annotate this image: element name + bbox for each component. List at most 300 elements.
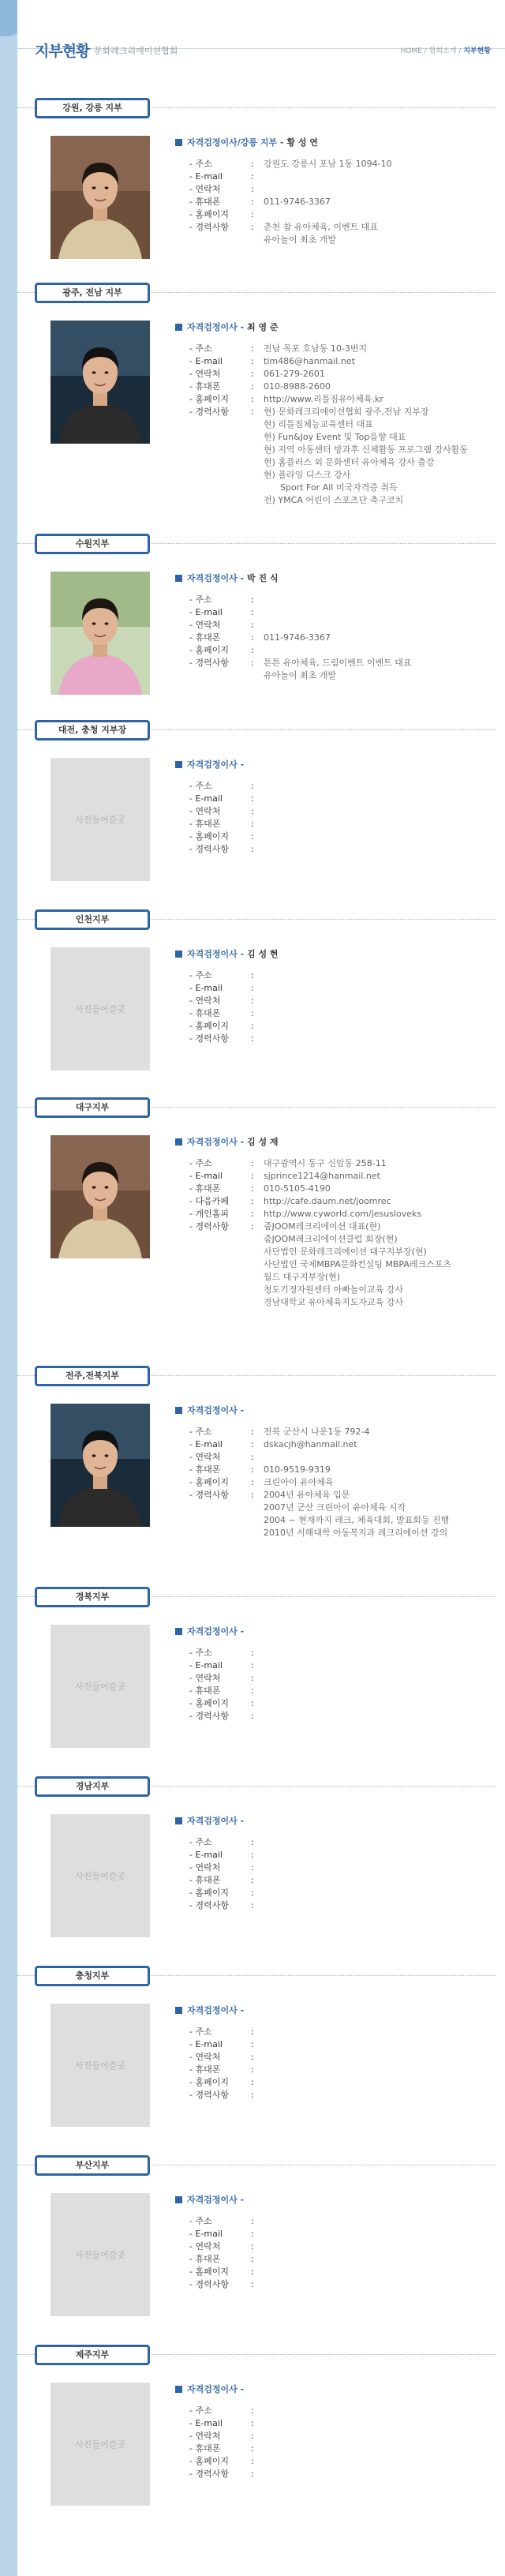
info-row-mobile [189, 2253, 505, 2266]
square-bullet-icon [175, 1407, 182, 1414]
director-title-line [175, 1625, 505, 1639]
field-label: - 경력사항 [189, 222, 229, 232]
field-colon: : [251, 2216, 254, 2226]
info-row-address [189, 1157, 505, 1170]
field-label: - 다음카페 [189, 1196, 229, 1206]
field-colon: : [251, 1648, 254, 1658]
director-title-line [175, 321, 505, 335]
info-row-address [189, 2026, 505, 2038]
field-value-career: 현) 문화레크리에이션협회 광주,전남 지부장 현) 리틀짐체능교육센터 대표 현) Fun&Joy Event 및 Top음향 대표 현) 지역 아동센터 방과후 신체활동 프로그램 강사활동 현) 홈플러스 외 문화센터 유아체육 강사 출강 현) 플라잉 디스크 강사 Sport For All 미국자격증 취득 전) YMCA 어린이 스포츠단 축구코치 [264, 407, 469, 505]
director-title-line [175, 2004, 505, 2018]
info-fields [189, 2405, 505, 2480]
field-colon: : [251, 184, 254, 194]
field-value-homepage[interactable]: http://www.리틀짐유아체육.kr [264, 394, 383, 404]
photo-placeholder [50, 758, 150, 881]
field-colon: : [251, 658, 254, 668]
info-row-career [189, 843, 505, 856]
field-label: - 휴대폰 [189, 632, 221, 643]
info-fields [189, 594, 505, 682]
branch-section-gyeongbuk [17, 1587, 505, 1721]
field-colon: : [251, 1464, 254, 1475]
field-value-mobile: 011-9746-3367 [264, 197, 331, 207]
photo-placeholder-text: 사진들어갈곳 [75, 1682, 125, 1692]
field-label: - 경력사항 [189, 844, 229, 854]
director-title-line [175, 758, 505, 772]
branch-photo [50, 1404, 150, 1527]
field-colon: : [251, 793, 254, 804]
info-row-email [189, 1438, 505, 1451]
info-row-personal [189, 1208, 505, 1221]
info-row-mobile [189, 2064, 505, 2076]
info-fields [189, 1426, 505, 1539]
field-label: - 휴대폰 [189, 1008, 221, 1018]
field-label: - 경력사항 [189, 2279, 229, 2289]
branch-section-jeju [17, 2345, 505, 2479]
info-row-address [189, 1647, 505, 1659]
field-value-address: 전북 군산시 나운1동 792-4 [264, 1427, 370, 1437]
director-title-line [175, 1814, 505, 1828]
section-header [17, 98, 505, 118]
info-row-phone [189, 619, 505, 632]
photo-placeholder [50, 947, 150, 1071]
branch-tab: 경남지부 [35, 1776, 150, 1797]
field-colon: : [251, 2090, 254, 2100]
branch-photo [50, 1135, 150, 1258]
square-bullet-icon [175, 951, 182, 958]
branch-section-suwon [17, 534, 505, 681]
field-colon: : [251, 2267, 254, 2277]
director-name: 최 영 준 [247, 322, 279, 332]
field-colon: : [251, 407, 254, 417]
field-colon: : [251, 2241, 254, 2252]
field-value-email[interactable]: sjprince1214@hanmail.net [264, 1171, 380, 1181]
section-header [17, 1587, 505, 1607]
field-label: - 주소 [189, 781, 212, 791]
director-title-line [175, 2383, 505, 2397]
field-label: - 주소 [189, 970, 212, 981]
field-label: - 홈페이지 [189, 2267, 229, 2277]
info-row-address [189, 158, 505, 171]
photo-placeholder-text: 사진들어갈곳 [75, 1871, 125, 1881]
field-label: - 주소 [189, 1837, 212, 1847]
info-fields [189, 780, 505, 856]
field-colon: : [251, 343, 254, 354]
field-label: - 연락처 [189, 369, 221, 379]
field-label: - 연락처 [189, 2241, 221, 2252]
field-value-email[interactable]: tim486@hanmail.net [264, 356, 355, 366]
field-colon: : [251, 632, 254, 643]
page-title: 지부현황 [35, 43, 90, 60]
field-colon: : [251, 2279, 254, 2289]
field-colon: : [251, 819, 254, 829]
field-colon: : [251, 381, 254, 392]
field-colon: : [251, 2039, 254, 2049]
field-colon: : [251, 2431, 254, 2441]
field-colon: : [251, 844, 254, 854]
info-row-homepage [189, 1887, 505, 1899]
field-value-career: 튼튼 유아체육, 드림이벤트 이벤트 대표 유아놀이 최초 개발 [264, 658, 412, 681]
field-label: - 주소 [189, 2405, 212, 2416]
branch-tab: 전주,전북지부 [35, 1366, 150, 1386]
portrait-photo [50, 321, 150, 444]
field-colon: : [251, 1837, 254, 1847]
info-row-mobile [189, 1464, 505, 1476]
info-row-address [189, 1836, 505, 1849]
field-label: - 휴대폰 [189, 819, 221, 829]
field-colon: : [251, 1888, 254, 1898]
field-colon: : [251, 781, 254, 791]
field-label: - 홈페이지 [189, 394, 229, 404]
field-label: - 휴대폰 [189, 1183, 221, 1194]
info-row-mobile [189, 196, 505, 208]
branch-section-chungcheong [17, 1966, 505, 2100]
section-header [17, 1966, 505, 1986]
field-label: - 연락처 [189, 1862, 221, 1873]
info-fields [189, 969, 505, 1045]
field-colon: : [251, 983, 254, 993]
field-label: - 휴대폰 [189, 197, 221, 207]
director-name: 김 성 현 [247, 949, 279, 959]
info-row-homepage [189, 393, 505, 406]
field-colon: : [251, 1490, 254, 1500]
field-label: - 주소 [189, 159, 212, 169]
photo-placeholder-text: 사진들어갈곳 [75, 2439, 125, 2450]
field-colon: : [251, 1862, 254, 1873]
info-row-email [189, 793, 505, 805]
branch-tab: 대구지부 [35, 1097, 150, 1118]
field-colon: : [251, 2027, 254, 2037]
field-label: - 연락처 [189, 1452, 221, 1462]
field-label: - 주소 [189, 594, 212, 605]
branch-info [175, 2383, 505, 2480]
info-row-mobile [189, 2443, 505, 2455]
field-colon: : [251, 806, 254, 816]
field-colon: : [251, 1673, 254, 1683]
branch-section-gyeongnam [17, 1776, 505, 1910]
field-value-mobile: 010-9519-9319 [264, 1464, 331, 1475]
field-colon: : [251, 1477, 254, 1487]
field-label: - E-mail [189, 1660, 223, 1670]
field-label: - 홈페이지 [189, 1021, 229, 1031]
branch-tab: 제주지부 [35, 2345, 150, 2365]
field-label: - E-mail [189, 607, 223, 617]
branch-tab: 충청지부 [35, 1966, 150, 1986]
field-label: - E-mail [189, 356, 223, 366]
info-row-homepage [189, 1476, 505, 1489]
info-row-mobile [189, 818, 505, 831]
field-value-cafe[interactable]: http://cafe.daum.net/joomrec [264, 1196, 391, 1206]
info-row-phone [189, 2240, 505, 2253]
field-label: - 경력사항 [189, 2469, 229, 2479]
info-fields [189, 343, 505, 507]
field-value-address: 대구광역시 동구 신암동 258-11 [264, 1158, 387, 1168]
breadcrumb-about[interactable]: 협회소개 [428, 47, 457, 55]
field-value-career: 줌JOOM레크리에이션 대표(현) 줌JOOM레크리에이션클럽 회장(현) 사단법인 문화레크리에이션 대구지부장(현) 사단법인 국제MBPA문화컨설팅 MBPA레크스포츠 월드 대구지부장(현) 청도기정자원센터 아빠놀이교육 강사 경남대학교 유아체육지도자교육 강사 [264, 1221, 451, 1307]
field-label: - 연락처 [189, 2052, 221, 2062]
field-label: - 연락처 [189, 806, 221, 816]
info-row-career [189, 2089, 505, 2102]
info-row-email [189, 1659, 505, 1672]
director-role: 자격검정이사 - [187, 1405, 245, 1415]
portrait-photo [50, 1404, 150, 1527]
branch-info [175, 2004, 505, 2102]
branch-info [175, 947, 505, 1045]
field-label: - E-mail [189, 2418, 223, 2428]
field-label: - 개인홈피 [189, 1209, 229, 1219]
field-colon: : [251, 1183, 254, 1194]
info-row-email [189, 1849, 505, 1862]
section-header [17, 534, 505, 554]
breadcrumb-current: 지부현황 [463, 47, 491, 55]
branch-info [175, 758, 505, 856]
info-row-phone [189, 183, 505, 196]
portrait-photo [50, 1135, 150, 1258]
director-title-line [175, 1135, 505, 1149]
field-colon: : [251, 2254, 254, 2264]
info-row-mobile [189, 1874, 505, 1887]
branch-section-busan [17, 2155, 505, 2289]
field-label: - 연락처 [189, 996, 221, 1006]
info-fields [189, 2026, 505, 2102]
info-row-address [189, 343, 505, 355]
branch-section-daejeon [17, 720, 505, 854]
page-subtitle: 문화레크리에이션협회 [94, 46, 178, 56]
field-label: - 주소 [189, 2216, 212, 2226]
portrait-photo [50, 572, 150, 695]
branch-photo [50, 321, 150, 444]
field-colon: : [251, 1021, 254, 1031]
director-role: 자격검정이사 - [187, 573, 245, 583]
info-row-email [189, 2417, 505, 2430]
info-row-email [189, 171, 505, 183]
field-colon: : [251, 1439, 254, 1449]
section-header [17, 2155, 505, 2176]
field-colon: : [251, 1660, 254, 1670]
field-colon: : [251, 2456, 254, 2466]
info-row-phone [189, 1862, 505, 1874]
info-row-mobile [189, 1183, 505, 1195]
square-bullet-icon [175, 761, 182, 768]
director-role: 자격검정이사 - [187, 1137, 245, 1147]
director-title-line [175, 136, 505, 150]
field-label: - 경력사항 [189, 1900, 229, 1910]
photo-placeholder-text: 사진들어갈곳 [75, 815, 125, 825]
field-colon: : [251, 209, 254, 219]
field-colon: : [251, 1158, 254, 1168]
info-row-email [189, 2038, 505, 2051]
field-colon: : [251, 2405, 254, 2416]
info-row-phone [189, 2051, 505, 2064]
info-row-email [189, 1170, 505, 1183]
field-label: - E-mail [189, 793, 223, 804]
field-value-address: 강원도 강릉시 포남 1동 1094-10 [264, 159, 392, 169]
field-colon: : [251, 2052, 254, 2062]
info-row-phone [189, 995, 505, 1007]
field-label: - 주소 [189, 2027, 212, 2037]
field-colon: : [251, 1850, 254, 1860]
breadcrumb-separator: / [456, 47, 464, 55]
field-colon: : [251, 2077, 254, 2087]
info-row-homepage [189, 1697, 505, 1710]
field-colon: : [251, 394, 254, 404]
field-colon: : [251, 1221, 254, 1232]
field-label: - E-mail [189, 1850, 223, 1860]
field-colon: : [251, 970, 254, 981]
field-label: - 휴대폰 [189, 2254, 221, 2264]
square-bullet-icon [175, 139, 182, 146]
director-title-line [175, 1404, 505, 1418]
info-row-address [189, 2215, 505, 2228]
photo-placeholder [50, 1625, 150, 1748]
field-value-homepage[interactable]: 크린아이 유아체육 [264, 1477, 334, 1487]
director-role: 자격검정이사 - [187, 949, 245, 959]
info-row-homepage [189, 831, 505, 843]
field-label: - 경력사항 [189, 1711, 229, 1721]
section-header [17, 2345, 505, 2365]
square-bullet-icon [175, 324, 182, 331]
breadcrumb-home[interactable]: HOME [400, 47, 422, 55]
info-row-address [189, 1426, 505, 1438]
info-row-career [189, 1033, 505, 1045]
square-bullet-icon [175, 1628, 182, 1635]
info-row-career [189, 1710, 505, 1723]
portrait-photo [50, 136, 150, 259]
field-colon: : [251, 1033, 254, 1044]
field-value-mobile: 010-5105-4190 [264, 1183, 331, 1194]
field-colon: : [251, 159, 254, 169]
field-label: - 휴대폰 [189, 1875, 221, 1885]
field-label: - E-mail [189, 1439, 223, 1449]
info-row-homepage [189, 644, 505, 657]
square-bullet-icon [175, 575, 182, 582]
field-colon: : [251, 1685, 254, 1696]
field-colon: : [251, 1008, 254, 1018]
field-colon: : [251, 996, 254, 1006]
info-row-career [189, 406, 505, 507]
branch-section-jeonju [17, 1366, 505, 1538]
info-row-mobile [189, 1007, 505, 1020]
info-row-career [189, 657, 505, 682]
field-label: - 홈페이지 [189, 209, 229, 219]
field-value-personal[interactable]: http://www.cyworld.com/jesusloveks [264, 1209, 422, 1219]
content-area [17, 0, 505, 2576]
branch-info [175, 1135, 505, 1309]
field-label: - E-mail [189, 2229, 223, 2239]
field-label: - 경력사항 [189, 1490, 229, 1500]
info-row-address [189, 780, 505, 793]
director-name: 김 성 재 [247, 1137, 279, 1147]
field-colon: : [251, 222, 254, 232]
field-value-address: 전남 목포 호남동 10-3번지 [264, 343, 368, 354]
field-label: - 연락처 [189, 620, 221, 630]
info-row-phone [189, 2430, 505, 2443]
branch-tab: 경북지부 [35, 1587, 150, 1607]
info-row-homepage [189, 2076, 505, 2089]
director-title-line [175, 572, 505, 586]
branch-info [175, 1814, 505, 1912]
info-row-cafe [189, 1195, 505, 1208]
field-label: - 주소 [189, 1648, 212, 1658]
section-header [17, 1776, 505, 1797]
field-label: - 경력사항 [189, 1221, 229, 1232]
section-header [17, 283, 505, 303]
branch-photo [50, 136, 150, 259]
photo-placeholder-text: 사진들어갈곳 [75, 2250, 125, 2260]
info-row-phone [189, 368, 505, 381]
branch-photo [50, 572, 150, 695]
info-fields [189, 2215, 505, 2291]
director-role: 자격검정이사 - [187, 2005, 245, 2015]
photo-placeholder [50, 2004, 150, 2127]
field-value-mobile: 010-8988-2600 [264, 381, 331, 392]
field-colon: : [251, 356, 254, 366]
field-label: - 홈페이지 [189, 2456, 229, 2466]
field-colon: : [251, 594, 254, 605]
field-colon: : [251, 2229, 254, 2239]
field-colon: : [251, 2064, 254, 2075]
director-title-line [175, 947, 505, 962]
info-row-homepage [189, 2455, 505, 2468]
square-bullet-icon [175, 2196, 182, 2203]
info-row-email [189, 355, 505, 368]
field-value-email[interactable]: dskacjh@hanmail.net [264, 1439, 357, 1449]
branch-tab: 대전, 충청 지부장 [35, 720, 150, 741]
section-header [17, 1366, 505, 1386]
director-role: 자격검정이사/강릉 지부 - [187, 137, 284, 148]
field-label: - 휴대폰 [189, 1464, 221, 1475]
field-label: - 홈페이지 [189, 1698, 229, 1708]
branch-info [175, 1625, 505, 1723]
field-colon: : [251, 1711, 254, 1721]
field-label: - 홈페이지 [189, 645, 229, 655]
branch-section-daegu [17, 1097, 505, 1307]
branch-info [175, 2193, 505, 2291]
field-colon: : [251, 607, 254, 617]
photo-placeholder-text: 사진들어갈곳 [75, 2060, 125, 2071]
breadcrumb-separator: / [421, 47, 429, 55]
field-label: - 홈페이지 [189, 831, 229, 842]
field-label: - E-mail [189, 2039, 223, 2049]
branch-info [175, 321, 505, 507]
field-label: - 휴대폰 [189, 2064, 221, 2075]
info-row-mobile [189, 1685, 505, 1697]
info-row-phone [189, 1451, 505, 1464]
field-colon: : [251, 1452, 254, 1462]
field-colon: : [251, 2469, 254, 2479]
branch-info [175, 136, 505, 246]
info-row-email [189, 982, 505, 995]
field-colon: : [251, 1171, 254, 1181]
info-row-homepage [189, 208, 505, 221]
field-label: - 경력사항 [189, 407, 229, 417]
field-label: - 경력사항 [189, 1033, 229, 1044]
info-row-mobile [189, 381, 505, 393]
field-label: - 휴대폰 [189, 2443, 221, 2454]
info-row-career [189, 2278, 505, 2291]
field-colon: : [251, 831, 254, 842]
branch-section-incheon [17, 909, 505, 1044]
info-row-career [189, 221, 505, 246]
photo-placeholder [50, 2383, 150, 2506]
director-role: 자격검정이사 - [187, 1816, 245, 1826]
branch-tab: 강원, 강릉 지부 [35, 98, 150, 118]
info-row-career [189, 1221, 505, 1309]
field-colon: : [251, 1196, 254, 1206]
info-row-email [189, 2228, 505, 2240]
info-row-address [189, 969, 505, 982]
branch-info [175, 1404, 505, 1539]
info-fields [189, 1647, 505, 1723]
